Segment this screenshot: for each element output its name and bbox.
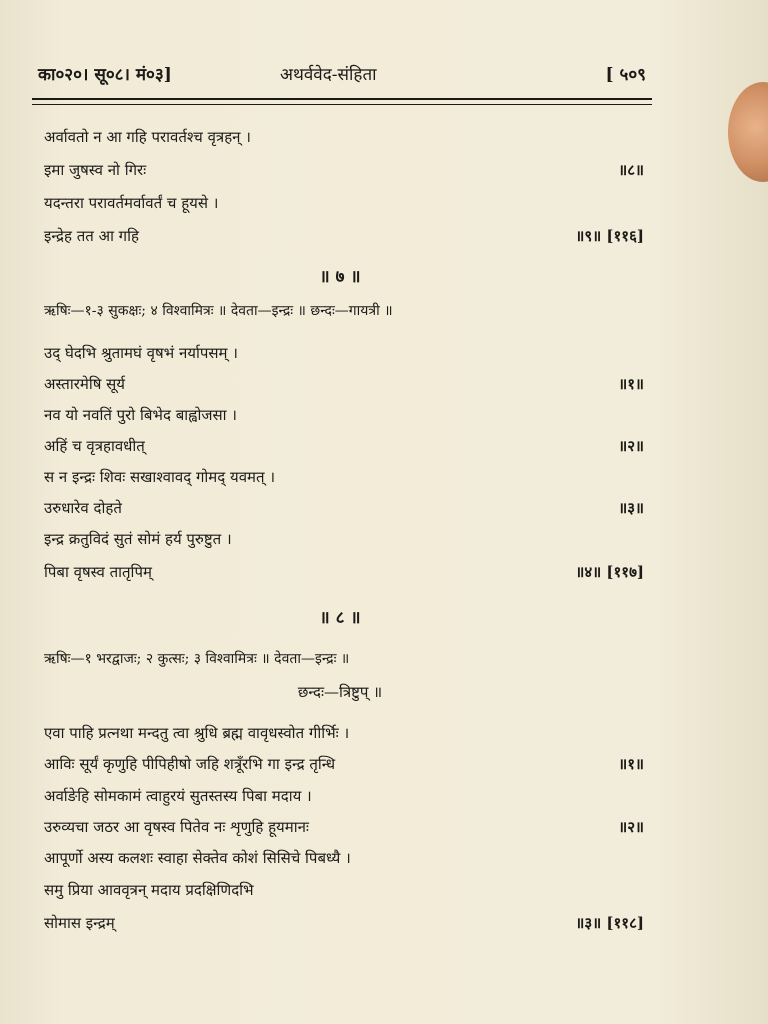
- section-meta-8: ऋषिः—१ भरद्वाजः; २ कुत्सः; ३ विश्वामित्रः ॥ देवता—इन्द्रः ॥: [44, 651, 350, 667]
- verse-line: इन्द्रेह तत आ गहि ॥९॥ [११६]: [44, 227, 644, 245]
- page-header: [36, 58, 650, 88]
- verse-line: उद् घेदभि श्रुतामघं वृषभं नर्यापसम् ।: [44, 344, 238, 362]
- verse-line: उरुव्यचा जठर आ वृषस्व पितेव नः शृणुहि हूयमानः ॥२॥: [44, 818, 644, 836]
- section-meter-8: छन्दः—त्रिष्टुप् ॥: [297, 683, 383, 701]
- verse-line: सोमास इन्द्रम् ॥३॥ [११८]: [44, 914, 644, 932]
- header-rule-thin: [32, 104, 652, 105]
- verse-line: आपूर्णो अस्य कलशः स्वाहा सेक्तेव कोशं सिसिचे पिबध्यै ।: [44, 849, 351, 867]
- header-title: अथर्ववेद-संहिता: [280, 65, 377, 85]
- header-rule-thick: [32, 98, 652, 100]
- verse-line: आविः सूर्यं कृणुहि पीपिहीषो जहि शत्रूँरभि गा इन्द्र तृन्धि ॥१॥: [44, 755, 644, 773]
- verse-line: अर्वाङेहि सोमकामं त्वाहुरयं सुतस्तस्य पिबा मदाय ।: [44, 787, 312, 805]
- section-title-8: ॥ ८ ॥: [319, 608, 361, 628]
- verse-line: इन्द्र क्रतुविदं सुतं सोमं हर्य पुरुष्टुत ।: [44, 530, 232, 548]
- verse-line: पिबा वृषस्व तातृपिम् ॥४॥ [११७]: [44, 563, 644, 581]
- section-title-7: ॥ ७ ॥: [319, 267, 361, 287]
- header-reference: का०२०। सू०८। मं०३]: [38, 65, 172, 85]
- section-meta-7: ऋषिः—१-३ सुकक्षः; ४ विश्वामित्रः ॥ देवता—इन्द्रः ॥ छन्दः—गायत्री ॥: [44, 303, 393, 319]
- verse-line: यदन्तरा परावर्तमर्वावर्तं च हूयसे ।: [44, 194, 219, 212]
- verse-line: अहिं च वृत्रहावधीत् ॥२॥: [44, 437, 644, 455]
- verse-line: एवा पाहि प्रत्नथा मन्दतु त्वा श्रुधि ब्रह्म वावृधस्वोत गीर्भिः ।: [44, 724, 350, 742]
- verse-line: अर्वावतो न आ गहि परावर्तश्च वृत्रहन् ।: [44, 128, 251, 146]
- verse-line: अस्तारमेषि सूर्य ॥१॥: [44, 375, 644, 393]
- verse-line: समु प्रिया आववृत्रन् मदाय प्रदक्षिणिदभि: [44, 881, 254, 899]
- verse-line: नव यो नवतिं पुरो बिभेद बाह्वोजसा ।: [44, 406, 237, 424]
- header-page-number: [ ५०९: [605, 65, 646, 85]
- verse-line: स न इन्द्रः शिवः सखाश्वावद् गोमद् यवमत् ।: [44, 468, 276, 486]
- verse-line: उरुधारेव दोहते ॥३॥: [44, 499, 644, 517]
- verse-line: इमा जुषस्व नो गिरः ॥८॥: [44, 161, 644, 179]
- thumb-image: [728, 82, 768, 182]
